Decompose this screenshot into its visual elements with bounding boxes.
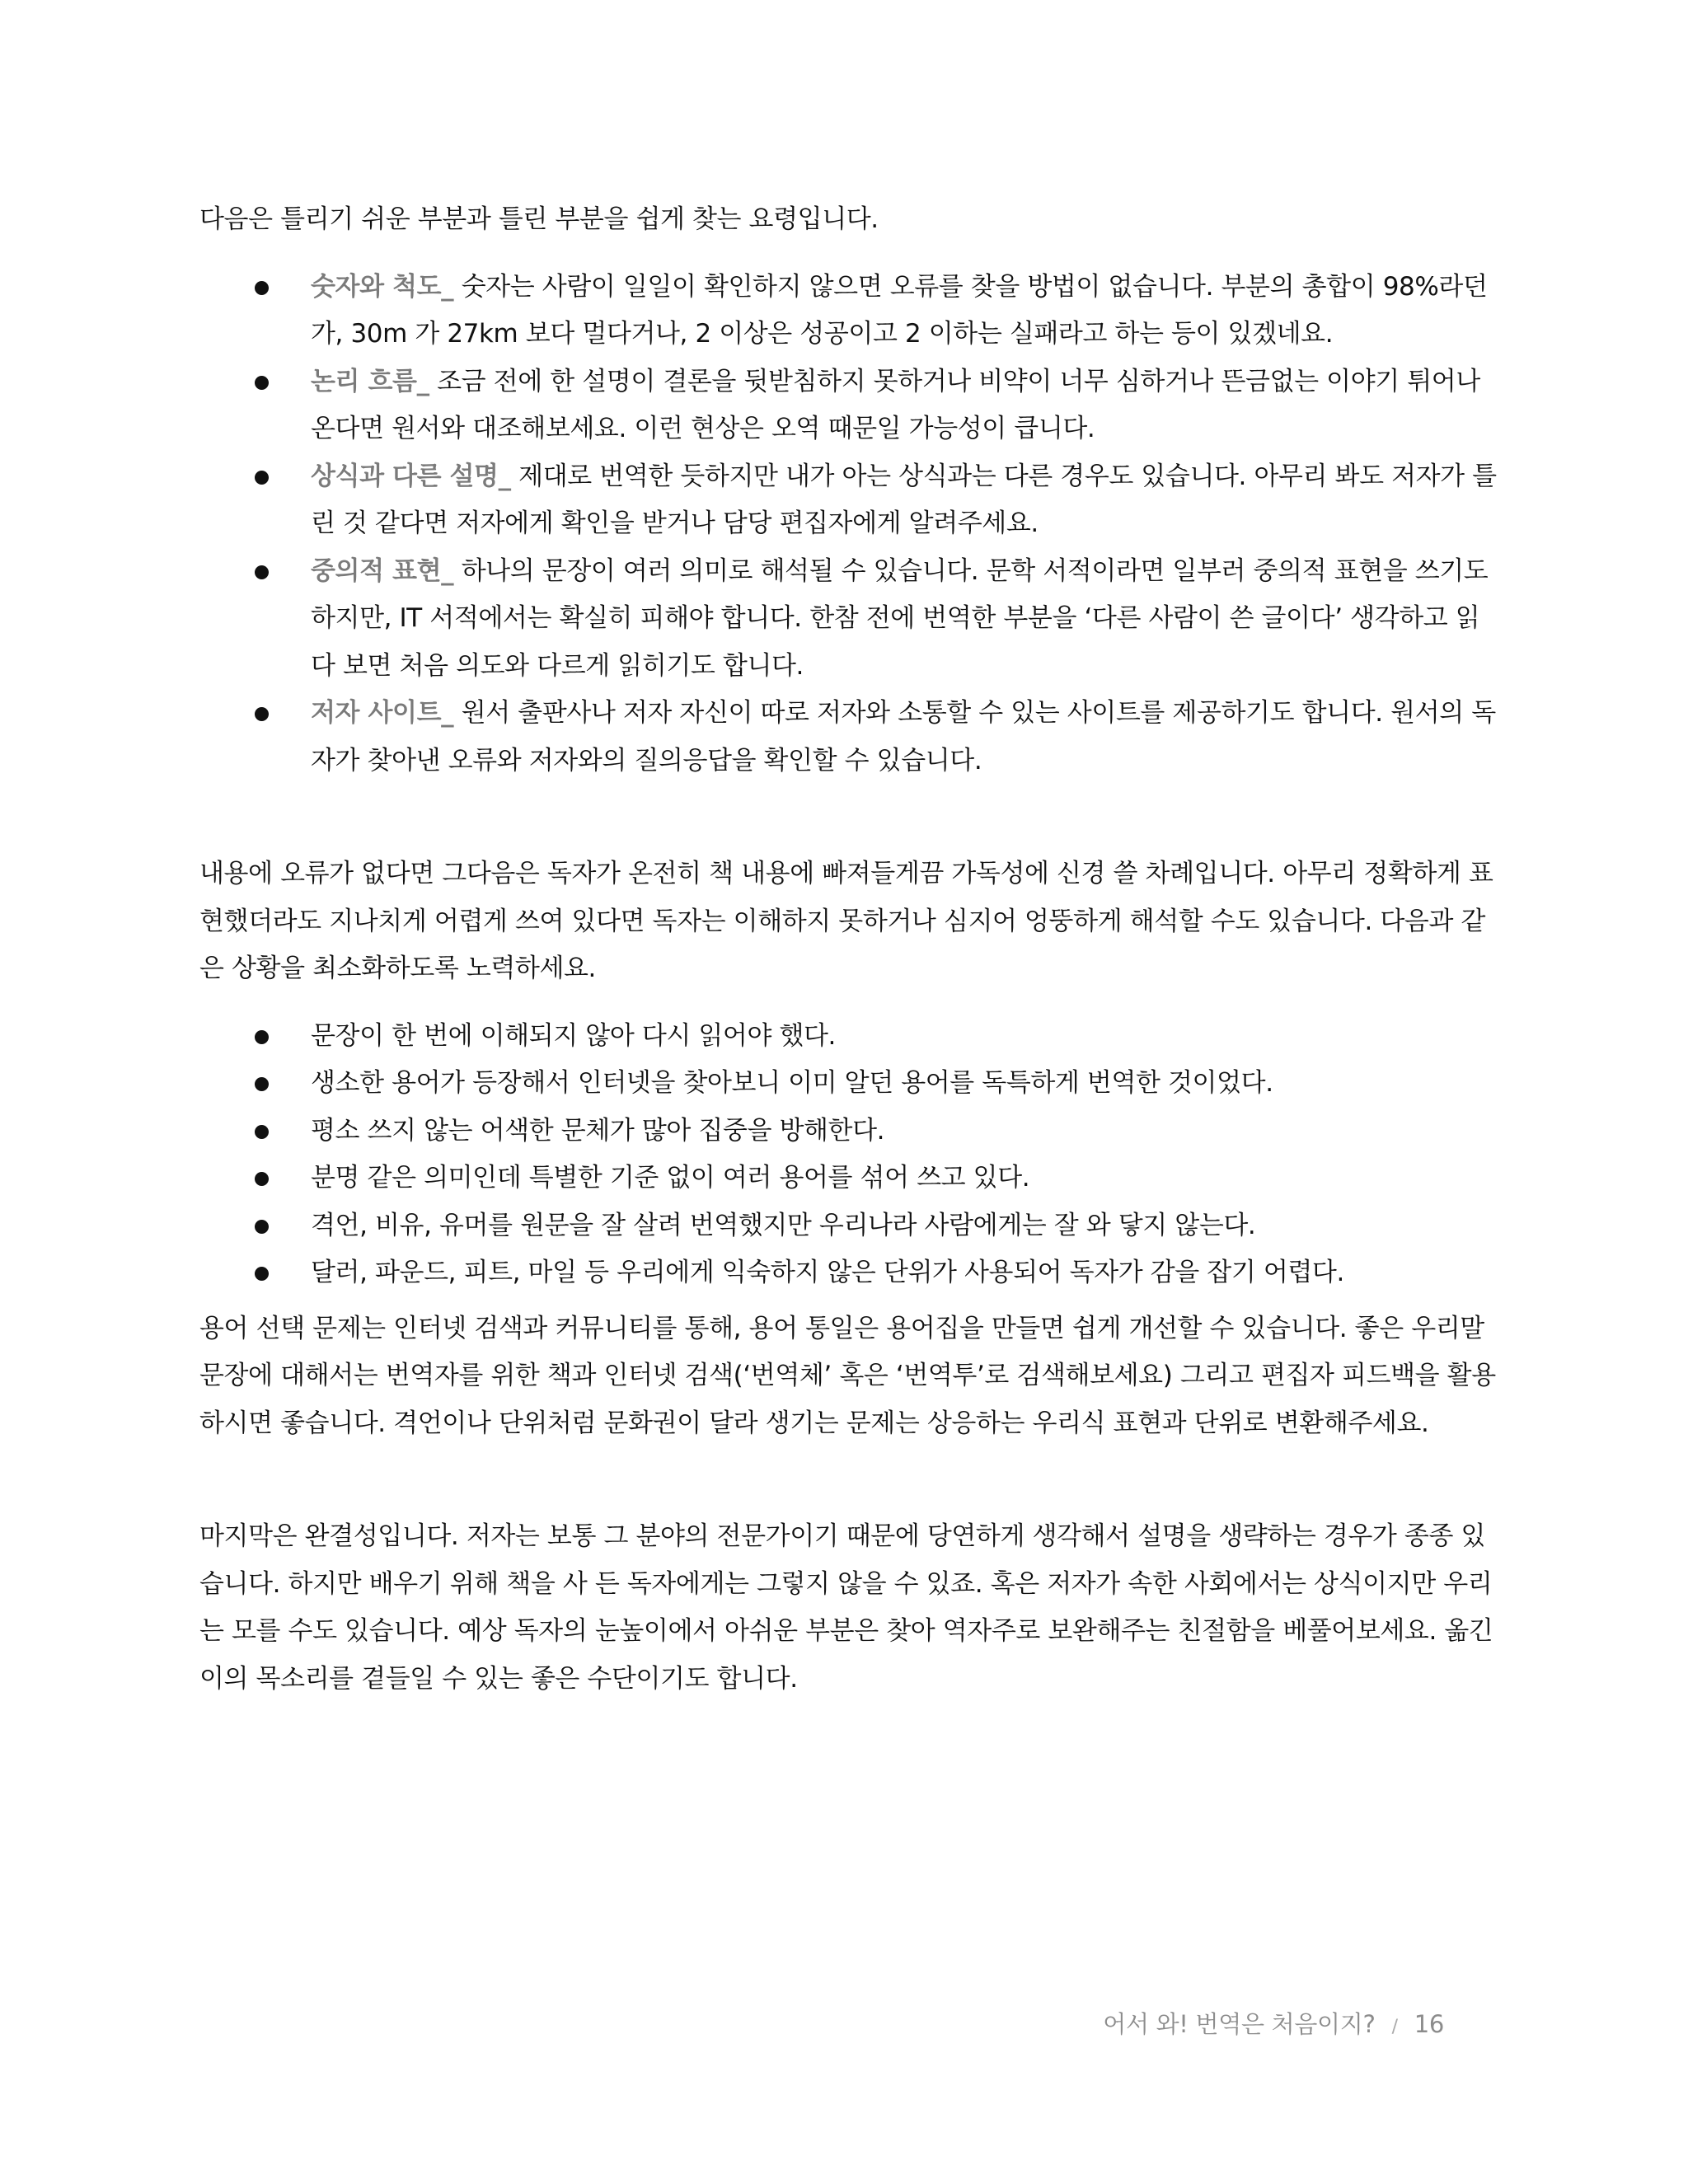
list-item — [311, 1155, 1502, 1202]
list-item — [311, 264, 1502, 359]
bullet-icon — [255, 281, 269, 295]
item-term: 상식과 다른 설명_ — [311, 461, 511, 491]
item-text: 원서 출판사나 저자 자신이 따로 저자와 소통할 수 있는 사이트를 제공하기도 합니다. 원서의 독자가 찾아낸 오류와 저자와의 질의응답을 확인할 수 있습니다. — [311, 698, 1496, 776]
list-item — [311, 690, 1502, 785]
item-text: 숫자는 사람이 일일이 확인하지 않으면 오류를 찾을 방법이 없습니다. 부분의 총합이 98%라던가, 30m 가 27km 보다 멀다거나, 2 이상은 성공이고 2 이하는 실패라고 하는 등이 있겠네요. — [311, 271, 1488, 349]
item-text: 달러, 파운드, 피트, 마일 등 우리에게 익숙하지 않은 단위가 사용되어 독자가 감을 잡기 어렵다. — [311, 1258, 1344, 1287]
item-text: 격언, 비유, 유머를 원문을 잘 살려 번역했지만 우리나라 사람에게는 잘 와 닿지 않는다. — [311, 1210, 1256, 1240]
list-item — [311, 1202, 1502, 1250]
readability-list — [199, 1013, 1502, 1297]
bullet-icon — [255, 471, 269, 485]
section-spacer — [199, 785, 1502, 851]
page-footer — [989, 2008, 1444, 2044]
list-item — [311, 1060, 1502, 1108]
item-text: 분명 같은 의미인데 특별한 기준 없이 여러 용어를 섞어 쓰고 있다. — [311, 1163, 1030, 1193]
bullet-icon — [255, 1220, 269, 1234]
item-term: 저자 사이트_ — [311, 698, 454, 728]
footer-book-title: 어서 와! 번역은 처음이지? — [1103, 2010, 1376, 2038]
item-text: 문장이 한 번에 이해되지 않아 다시 읽어야 했다. — [311, 1020, 837, 1051]
item-term: 중의적 표현_ — [311, 555, 454, 586]
list-item — [311, 1108, 1502, 1155]
item-text: 평소 쓰지 않는 어색한 문체가 많아 집중을 방해한다. — [311, 1115, 885, 1146]
bullet-icon — [255, 1172, 269, 1186]
item-term: 숫자와 척도_ — [311, 271, 454, 302]
section-spacer — [199, 1447, 1502, 1513]
page-content — [199, 196, 1502, 1703]
bullet-icon — [255, 707, 269, 721]
error-check-list — [199, 264, 1502, 785]
list-item — [311, 548, 1502, 691]
item-text: 생소한 용어가 등장해서 인터넷을 찾아보니 이미 알던 용어를 독특하게 번역한 것이었다. — [311, 1068, 1273, 1098]
section1-intro: 다음은 틀리기 쉬운 부분과 틀린 부분을 쉽게 찾는 요령입니다. — [199, 204, 879, 234]
bullet-icon — [255, 376, 269, 390]
item-text: 하나의 문장이 여러 의미로 해석될 수 있습니다. 문학 서적이라면 일부러 중의적 표현을 쓰기도 하지만, IT 서적에서는 확실히 피해야 합니다. 한참 전에 번역한 부분을 ‘다른 사람이 쓴 글이다’ 생각하고 읽다 보면 처음 의도와 다르게 읽히기도 합니다. — [311, 555, 1489, 681]
item-text: 조금 전에 한 설명이 결론을 뒷받침하지 못하거나 비약이 너무 심하거나 뜬금없는 이야기 튀어나온다면 원서와 대조해보세요. 이런 현상은 오역 때문일 가능성이 큽니다. — [311, 366, 1480, 443]
bullet-icon — [255, 1030, 269, 1044]
bullet-icon — [255, 1267, 269, 1281]
page-number: 16 — [1414, 2010, 1444, 2038]
bullet-icon — [255, 1077, 269, 1091]
item-text: 제대로 번역한 듯하지만 내가 아는 상식과는 다른 경우도 있습니다. 아무리 봐도 저자가 틀린 것 같다면 저자에게 확인을 받거나 담당 편집자에게 알려주세요. — [311, 461, 1497, 538]
section3-text: 마지막은 완결성입니다. 저자는 보통 그 분야의 전문가이기 때문에 당연하게 생각해서 설명을 생략하는 경우가 종종 있습니다. 하지만 배우기 위해 책을 사 든 독자에게는 그렇지 않을 수 있죠. 혹은 저자가 속한 사회에서는 상식이지만 우리는 모를 수도 있습니다. 예상 독자의 눈높이에서 아쉬운 부분은 찾아 역자주로 보완해주는 친절함을 베풀어보세요. 옮긴이의 목소리를 곁들일 수 있는 좋은 수단이기도 합니다. — [199, 1521, 1493, 1694]
bullet-icon — [255, 1125, 269, 1139]
bullet-icon — [255, 565, 269, 579]
list-item — [311, 359, 1502, 453]
list-item — [311, 1013, 1502, 1061]
list-item — [311, 453, 1502, 548]
list-item — [311, 1249, 1502, 1297]
section2-outro: 용어 선택 문제는 인터넷 검색과 커뮤니티를 통해, 용어 통일은 용어집을 만들면 쉽게 개선할 수 있습니다. 좋은 우리말 문장에 대해서는 번역자를 위한 책과 인터넷 검색(‘번역체’ 혹은 ‘번역투’로 검색해보세요) 그리고 편집자 피드백을 활용하시면 좋습니다. 격언이나 단위처럼 문화권이 달라 생기는 문제는 상응하는 우리식 표현과 단위로 변환해주세요. — [199, 1313, 1496, 1438]
section2-intro: 내용에 오류가 없다면 그다음은 독자가 온전히 책 내용에 빠져들게끔 가독성에 신경 쓸 차례입니다. 아무리 정확하게 표현했더라도 지나치게 어렵게 쓰여 있다면 독자는 이해하지 못하거나 심지어 엉뚱하게 해석할 수도 있습니다. 다음과 같은 상황을 최소화하도록 노력하세요. — [199, 859, 1493, 983]
item-term: 논리 흐름_ — [311, 366, 429, 396]
footer-separator: / — [1391, 2017, 1398, 2037]
